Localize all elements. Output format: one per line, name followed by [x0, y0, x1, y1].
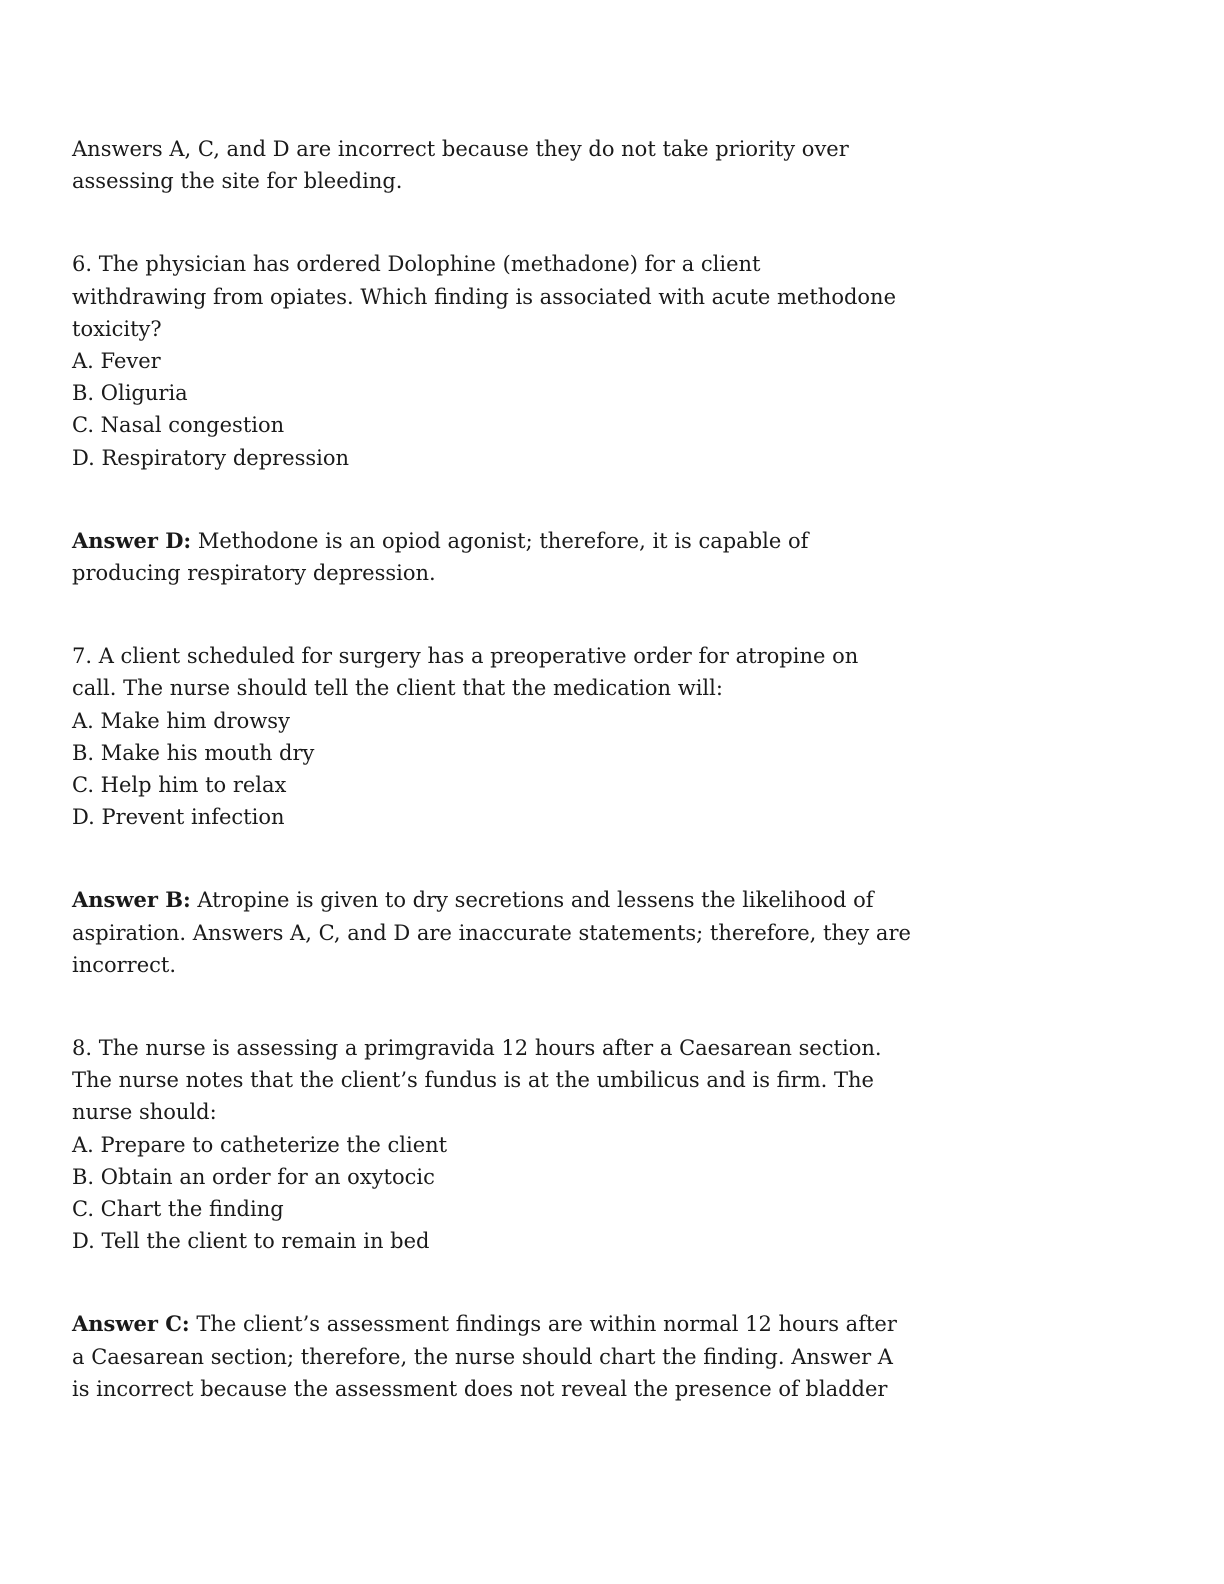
answer-6 — [72, 525, 872, 589]
option-a: A. Make him drowsy — [72, 708, 290, 733]
text-line: incorrect. — [72, 952, 177, 977]
answer-first-line — [72, 1308, 897, 1340]
paragraph-gap — [72, 589, 872, 640]
text-line: aspiration. Answers A, C, and D are inaccurate statements; therefore, they are — [72, 920, 911, 945]
question-6 — [72, 248, 897, 473]
answer-text: The client’s assessment findings are within normal 12 hours after — [189, 1312, 897, 1337]
option-d: D. Prevent infection — [72, 805, 285, 830]
answer-text: Methodone is an opiod agonist; therefore, it is capable of — [191, 528, 809, 553]
text-line: a Caesarean section; therefore, the nurse should chart the finding. Answer A — [72, 1344, 893, 1369]
answer-first-line — [72, 884, 872, 916]
paragraph-gap — [72, 1257, 872, 1308]
option-c: C. Nasal congestion — [72, 413, 285, 438]
question-stem-line: call. The nurse should tell the client that the medication will: — [72, 676, 723, 701]
option-a: A. Prepare to catheterize the client — [72, 1132, 448, 1157]
paragraph-gap — [72, 833, 872, 884]
option-b: B. Make his mouth dry — [72, 740, 315, 765]
text-line: Answers A, C, and D are incorrect because they do not take priority over — [72, 137, 849, 161]
option-b: B. Obtain an order for an oxytocic — [72, 1164, 435, 1189]
question-stem-line: 7. A client scheduled for surgery has a preoperative order for atropine on — [72, 644, 859, 669]
option-b: B. Oliguria — [72, 381, 188, 406]
question-8 — [72, 1032, 882, 1257]
answer-continuation — [72, 133, 872, 197]
document-body — [72, 133, 911, 1405]
answer-label: Answer B: — [72, 887, 191, 913]
question-stem-line: 8. The nurse is assessing a primgravida 12 hours after a Caesarean section. — [72, 1036, 882, 1061]
option-d: D. Tell the client to remain in bed — [72, 1229, 430, 1254]
option-c: C. Chart the finding — [72, 1197, 284, 1222]
answer-7 — [72, 884, 911, 981]
answer-text: Atropine is given to dry secretions and lessens the likelihood of — [190, 888, 874, 913]
answer-label: Answer C: — [72, 1311, 190, 1337]
text-line: assessing the site for bleeding. — [72, 169, 403, 194]
text-line: producing respiratory depression. — [72, 561, 436, 586]
question-stem-line: 6. The physician has ordered Dolophine (methadone) for a client — [72, 252, 761, 277]
option-c: C. Help him to relax — [72, 773, 287, 798]
option-d: D. Respiratory depression — [72, 445, 350, 470]
answer-label: Answer D: — [72, 527, 192, 553]
question-stem-line: nurse should: — [72, 1100, 217, 1125]
question-stem-line: withdrawing from opiates. Which finding is associated with acute methodone — [72, 284, 897, 309]
answer-first-line — [72, 525, 872, 557]
paragraph-gap — [72, 981, 872, 1032]
option-a: A. Fever — [72, 349, 161, 374]
paragraph-gap — [72, 474, 872, 525]
text-line: is incorrect because the assessment does not reveal the presence of bladder — [72, 1376, 888, 1401]
question-stem-line: toxicity? — [72, 316, 162, 341]
answer-8 — [72, 1308, 897, 1405]
paragraph-gap — [72, 197, 872, 248]
question-7 — [72, 640, 872, 833]
question-stem-line: The nurse notes that the client’s fundus is at the umbilicus and is firm. The — [72, 1068, 874, 1093]
